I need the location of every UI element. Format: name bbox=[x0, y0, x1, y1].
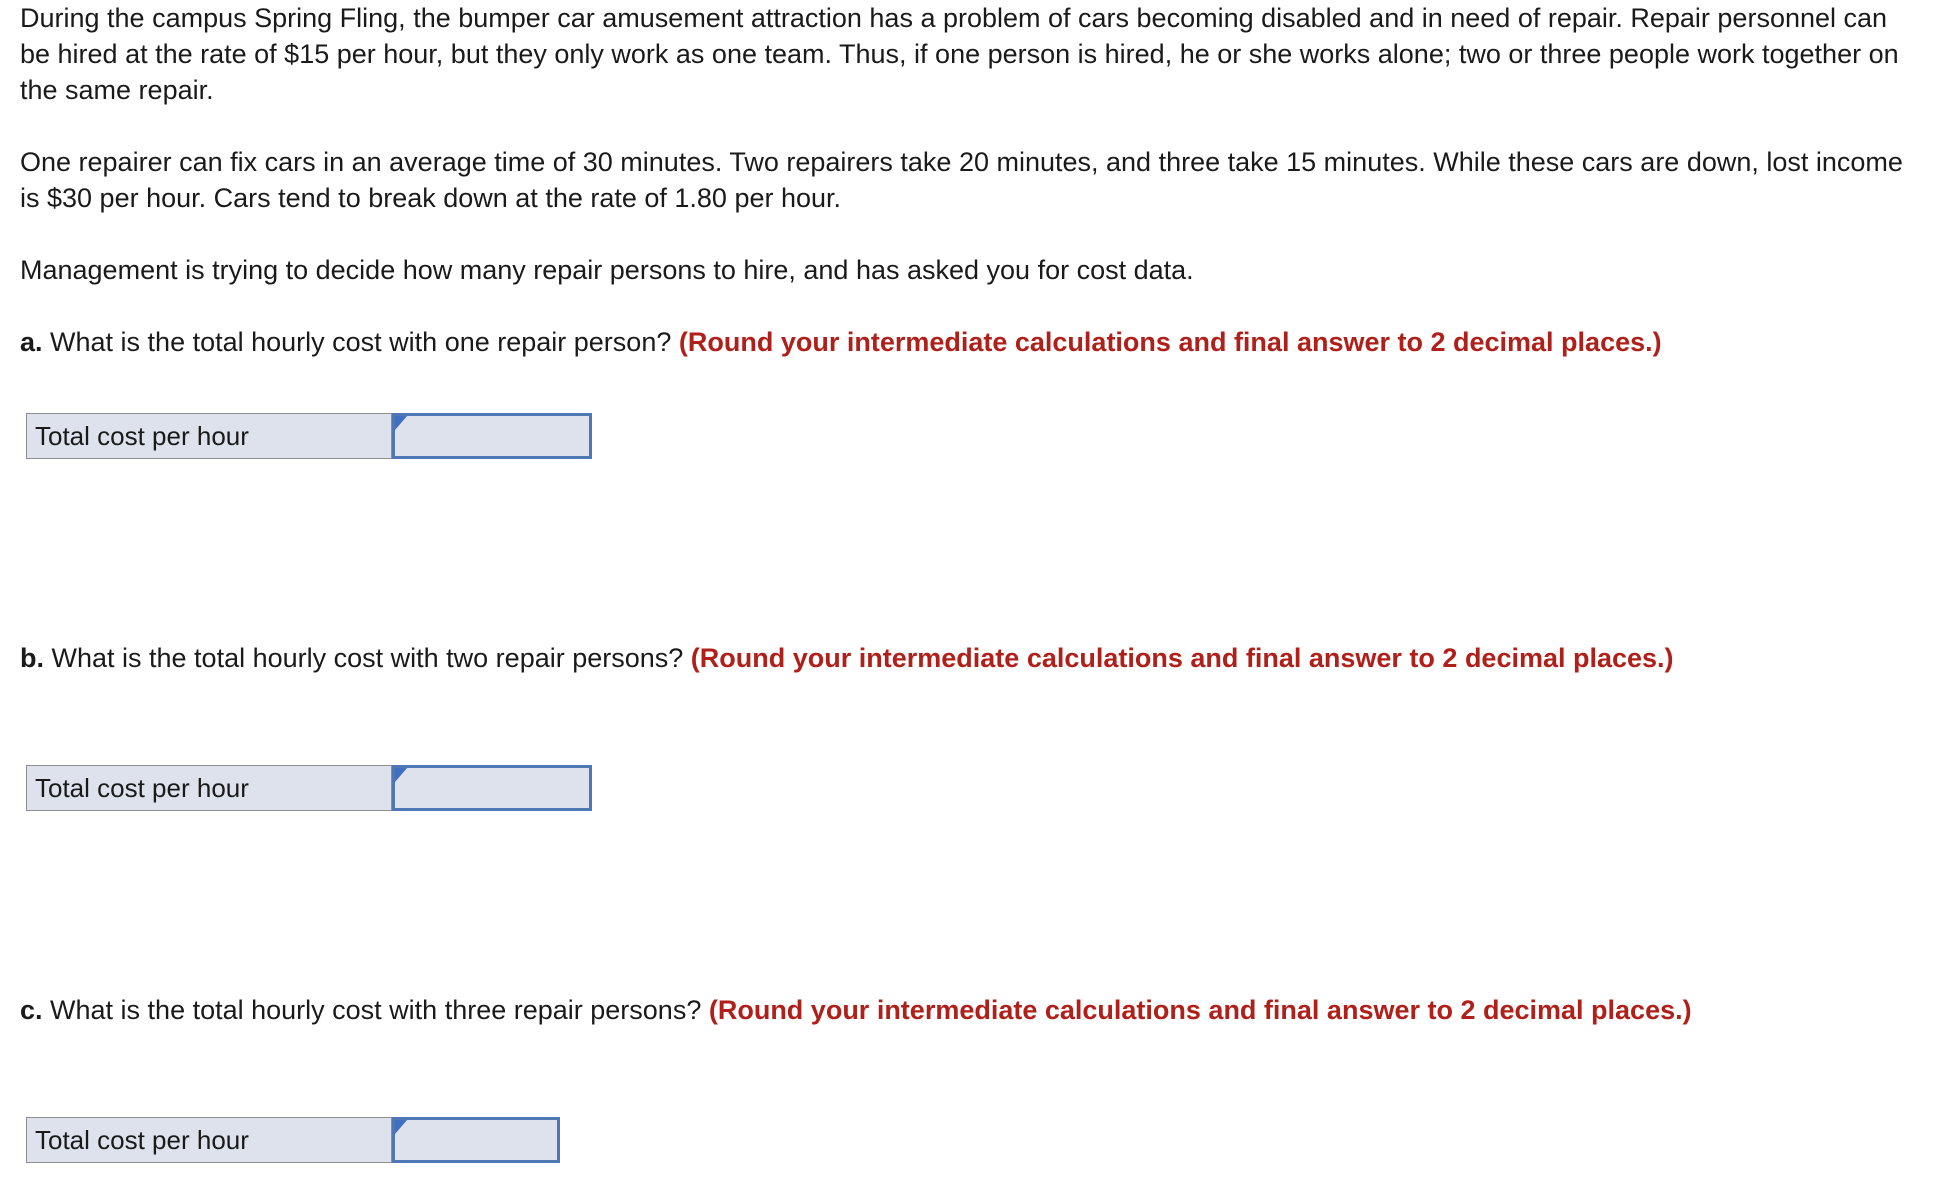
question-a-hint: (Round your intermediate calculations and final answer to 2 decimal places.) bbox=[678, 327, 1662, 357]
answer-label-a: Total cost per hour bbox=[26, 413, 392, 459]
question-a-prompt bbox=[20, 324, 1920, 360]
question-a-letter: a. bbox=[20, 327, 43, 357]
answer-input-c[interactable] bbox=[395, 1120, 557, 1160]
answer-field-a[interactable] bbox=[392, 413, 592, 459]
answer-input-b[interactable] bbox=[395, 768, 589, 808]
question-b-prompt bbox=[20, 640, 1860, 676]
question-c-prompt bbox=[20, 992, 1880, 1028]
answer-label-b: Total cost per hour bbox=[26, 765, 392, 811]
question-b-hint: (Round your intermediate calculations and final answer to 2 decimal places.) bbox=[690, 643, 1674, 673]
answer-row-b bbox=[26, 765, 592, 811]
answer-row-a bbox=[26, 413, 592, 459]
question-c-text: What is the total hourly cost with three repair persons? bbox=[42, 995, 709, 1025]
answer-input-a[interactable] bbox=[395, 416, 589, 456]
intro-paragraph-3: Management is trying to decide how many repair persons to hire, and has asked you for cost data. bbox=[20, 255, 1194, 285]
intro-paragraph-2: One repairer can fix cars in an average time of 30 minutes. Two repairers take 20 minutes, and three take 15 minutes. While these cars are down, lost income is $30 per hour. Cars tend to break down at the rate of 1.80 per hour. bbox=[20, 147, 1903, 213]
intro-paragraph-1: During the campus Spring Fling, the bumper car amusement attraction has a problem of cars becoming disabled and in need of repair. Repair personnel can be hired at the rate of $15 per hour, but they only work as one team. Thus, if one person is hired, he or she works alone; two or three people work together on the same repair. bbox=[20, 3, 1899, 105]
question-a-text: What is the total hourly cost with one repair person? bbox=[42, 327, 679, 357]
question-c-hint: (Round your intermediate calculations and final answer to 2 decimal places.) bbox=[708, 995, 1692, 1025]
question-b-text: What is the total hourly cost with two repair persons? bbox=[44, 643, 691, 673]
answer-row-c bbox=[26, 1117, 560, 1163]
question-b-letter: b. bbox=[20, 643, 44, 673]
answer-label-c: Total cost per hour bbox=[26, 1117, 392, 1163]
answer-field-c[interactable] bbox=[392, 1117, 560, 1163]
question-c-letter: c. bbox=[20, 995, 43, 1025]
answer-field-b[interactable] bbox=[392, 765, 592, 811]
